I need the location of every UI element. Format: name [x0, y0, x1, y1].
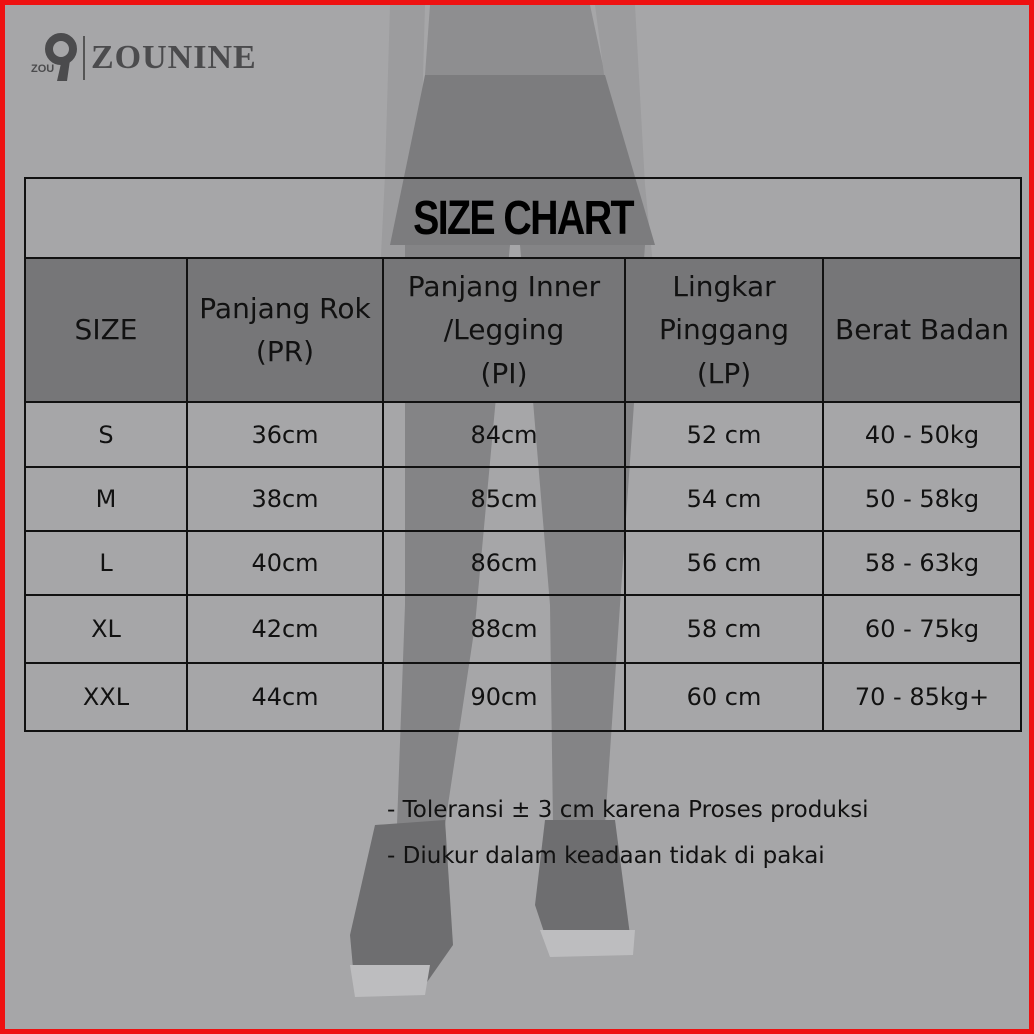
header-panjang-inner: Panjang Inner /Legging (PI) [383, 258, 625, 402]
cell-size: XL [25, 595, 187, 663]
cell-pr: 40cm [187, 531, 383, 595]
cell-pi: 86cm [383, 531, 625, 595]
cell-pr: 38cm [187, 467, 383, 531]
cell-weight: 60 - 75kg [823, 595, 1021, 663]
cell-pr: 44cm [187, 663, 383, 731]
table-row [25, 663, 1021, 731]
cell-weight: 40 - 50kg [823, 402, 1021, 467]
cell-size: XXL [25, 663, 187, 731]
cell-size: L [25, 531, 187, 595]
table-row [25, 402, 1021, 467]
size-chart-title: SIZE CHART [25, 178, 1021, 258]
cell-pr: 36cm [187, 402, 383, 467]
size-notes [387, 787, 869, 879]
table-row [25, 531, 1021, 595]
cell-pi: 84cm [383, 402, 625, 467]
cell-pi: 85cm [383, 467, 625, 531]
brand-mark-icon [27, 33, 81, 83]
cell-weight: 58 - 63kg [823, 531, 1021, 595]
cell-lp: 52 cm [625, 402, 823, 467]
logo-divider [83, 36, 85, 80]
header-size: SIZE [25, 258, 187, 402]
header-lingkar-pinggang: Lingkar Pinggang (LP) [625, 258, 823, 402]
cell-size: S [25, 402, 187, 467]
cell-pr: 42cm [187, 595, 383, 663]
table-row [25, 595, 1021, 663]
brand-mark-text: ZOU [31, 63, 55, 75]
note-measurement: - Diukur dalam keadaan tidak di pakai [387, 843, 825, 869]
cell-pi: 88cm [383, 595, 625, 663]
cell-lp: 60 cm [625, 663, 823, 731]
cell-lp: 56 cm [625, 531, 823, 595]
cell-pi: 90cm [383, 663, 625, 731]
size-chart-table [24, 177, 1022, 732]
brand-name: ZOUNINE [91, 39, 257, 76]
note-tolerance: - Toleransi ± 3 cm karena Proses produksi [387, 797, 869, 823]
header-berat-badan: Berat Badan [823, 258, 1021, 402]
cell-size: M [25, 467, 187, 531]
cell-lp: 58 cm [625, 595, 823, 663]
table-row [25, 467, 1021, 531]
cell-lp: 54 cm [625, 467, 823, 531]
cell-weight: 50 - 58kg [823, 467, 1021, 531]
cell-weight: 70 - 85kg+ [823, 663, 1021, 731]
header-panjang-rok: Panjang Rok (PR) [187, 258, 383, 402]
table-header-row [25, 258, 1021, 402]
brand-logo [27, 33, 257, 83]
